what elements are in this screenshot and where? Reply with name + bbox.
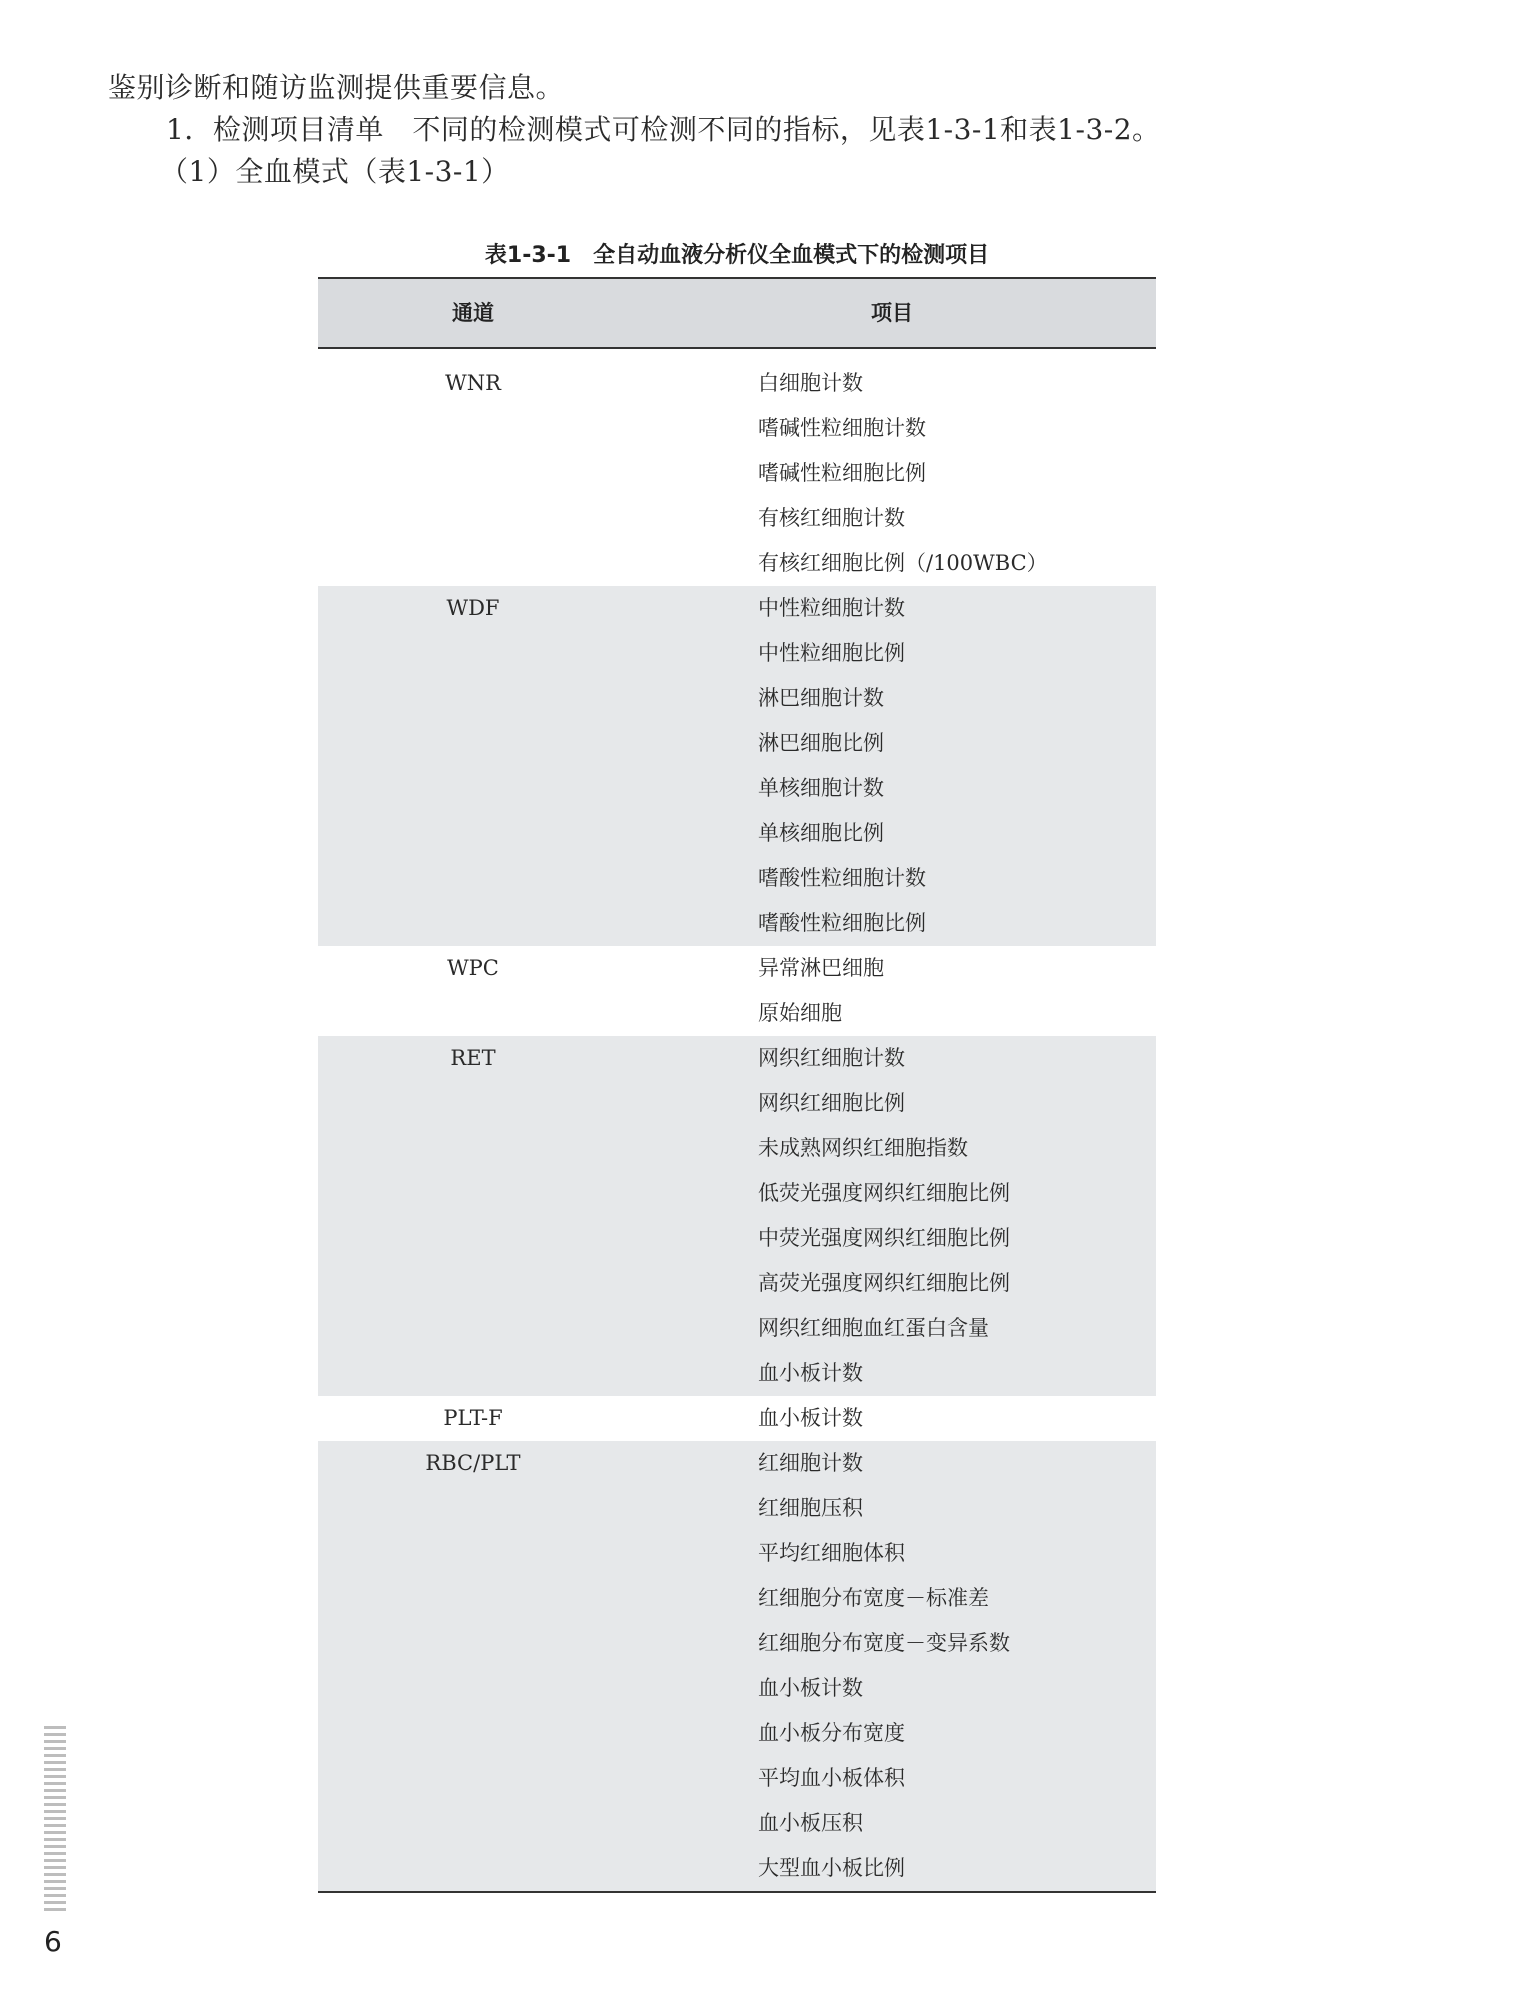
item-cell: 低荧光强度网织红细胞比例	[758, 1181, 1010, 1205]
margin-tick-marks	[44, 1726, 66, 1914]
item-cell: 血小板计数	[758, 1676, 863, 1700]
header-item: 项目	[871, 301, 913, 325]
table-group-rbc-plt	[318, 1441, 1156, 1891]
item-cell: 中荧光强度网织红细胞比例	[758, 1226, 1010, 1250]
item-cell: 血小板计数	[758, 1361, 863, 1385]
channel-name: WNR	[445, 371, 501, 395]
table-group-wnr	[318, 361, 1156, 586]
table-group-plt-f	[318, 1396, 1156, 1441]
table-caption: 表1-3-1 全自动血液分析仪全血模式下的检测项目	[484, 243, 990, 268]
channel-name: WPC	[447, 956, 499, 980]
body-text-line-2: 1．检测项目清单 不同的检测模式可检测不同的指标，见表1-3-1和表1-3-2。	[166, 113, 1161, 146]
item-cell: 血小板计数	[758, 1406, 863, 1430]
table-group-wdf	[318, 586, 1156, 946]
body-text-line-1: 鉴别诊断和随访监测提供重要信息。	[108, 71, 565, 104]
item-cell: 有核红细胞比例（/100WBC）	[758, 551, 1048, 575]
table-body	[318, 349, 1156, 1891]
item-cell: 有核红细胞计数	[758, 506, 905, 530]
item-cell: 红细胞分布宽度－变异系数	[758, 1631, 1010, 1655]
item-cell: 红细胞分布宽度－标准差	[758, 1586, 989, 1610]
item-cell: 红细胞压积	[758, 1496, 863, 1520]
channel-name: WDF	[446, 596, 500, 620]
item-cell: 网织红细胞比例	[758, 1091, 905, 1115]
item-list	[318, 1036, 1156, 1396]
item-list	[318, 1441, 1156, 1891]
item-cell: 嗜酸性粒细胞计数	[758, 866, 926, 890]
item-list	[318, 586, 1156, 946]
item-cell: 高荧光强度网织红细胞比例	[758, 1271, 1010, 1295]
detection-items-table	[318, 277, 1156, 1893]
item-cell: 单核细胞比例	[758, 821, 884, 845]
item-cell: 未成熟网织红细胞指数	[758, 1136, 968, 1160]
item-cell: 红细胞计数	[758, 1451, 863, 1475]
item-cell: 嗜碱性粒细胞计数	[758, 416, 926, 440]
body-text-line-3: （1）全血模式（表1-3-1）	[160, 155, 510, 188]
header-channel: 通道	[452, 301, 494, 325]
item-cell: 异常淋巴细胞	[758, 956, 884, 980]
item-cell: 白细胞计数	[758, 371, 863, 395]
item-cell: 淋巴细胞计数	[758, 686, 884, 710]
item-cell: 淋巴细胞比例	[758, 731, 884, 755]
item-cell: 大型血小板比例	[758, 1856, 905, 1880]
table-group-wpc	[318, 946, 1156, 1036]
item-cell: 嗜酸性粒细胞比例	[758, 911, 926, 935]
table-bottom-rule	[318, 1891, 1156, 1893]
item-cell: 中性粒细胞计数	[758, 596, 905, 620]
item-cell: 血小板分布宽度	[758, 1721, 905, 1745]
item-cell: 平均血小板体积	[758, 1766, 905, 1790]
item-cell: 网织红细胞计数	[758, 1046, 905, 1070]
channel-name: RET	[450, 1046, 496, 1070]
item-cell: 嗜碱性粒细胞比例	[758, 461, 926, 485]
item-cell: 平均红细胞体积	[758, 1541, 905, 1565]
item-cell: 中性粒细胞比例	[758, 641, 905, 665]
table-header	[318, 277, 1156, 349]
page-number: 6	[44, 1925, 62, 1958]
item-cell: 血小板压积	[758, 1811, 863, 1835]
channel-name: PLT-F	[443, 1406, 503, 1430]
item-cell: 原始细胞	[758, 1001, 842, 1025]
channel-name: RBC/PLT	[425, 1451, 521, 1475]
item-cell: 网织红细胞血红蛋白含量	[758, 1316, 989, 1340]
table-group-ret	[318, 1036, 1156, 1396]
item-cell: 单核细胞计数	[758, 776, 884, 800]
